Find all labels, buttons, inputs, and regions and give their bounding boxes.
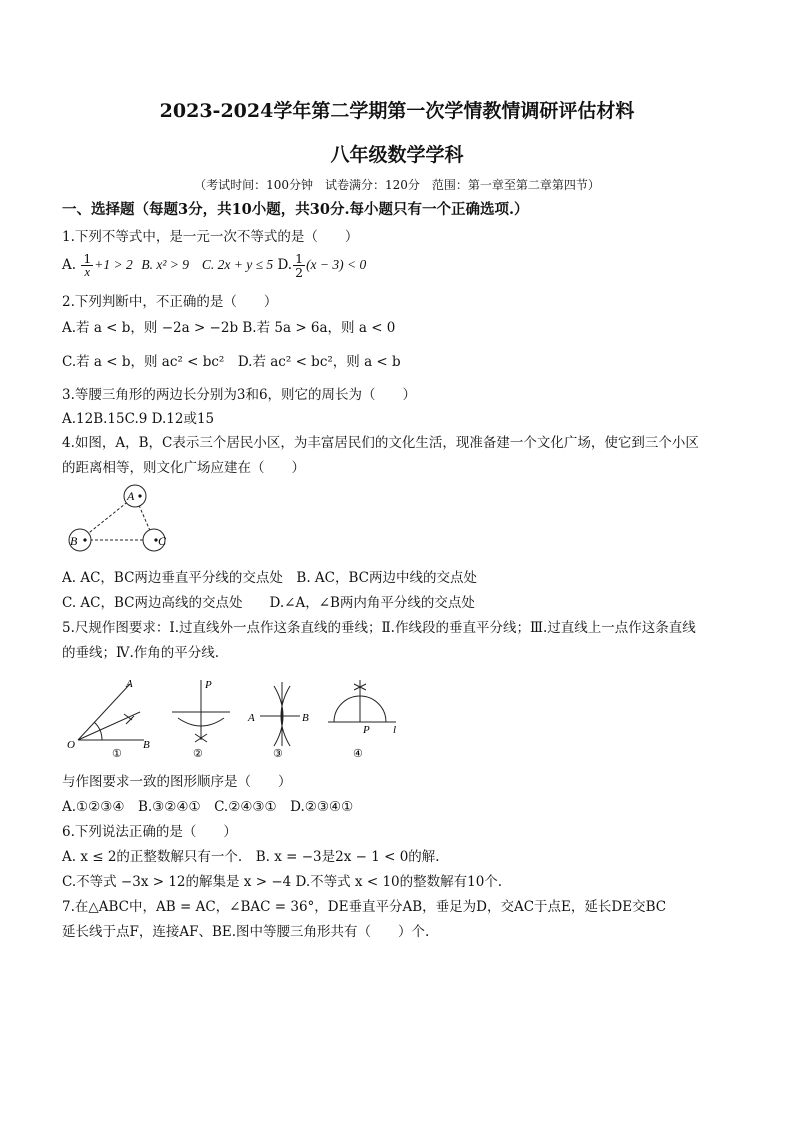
q4-options-ab: A. AC，BC两边垂直平分线的交点处 B. AC，BC两边中线的交点处 (62, 570, 477, 586)
q5-f3-number: ③ (273, 748, 283, 760)
q1-option-a-fraction (81, 252, 93, 279)
page-title: 2023-2024学年第二学期第一次学情教情调研评估材料 (159, 100, 635, 122)
q5-figure-1 (67, 678, 150, 760)
q6-stem: 6.下列说法正确的是（ ） (62, 824, 237, 840)
q5-figure-4 (328, 680, 396, 760)
q1-option-d-fraction (293, 252, 305, 279)
exam-info: （考试时间：100分钟 试卷满分：120分 范围：第一章至第二章第四节） (194, 178, 600, 192)
q5-f1-label-b: B (143, 739, 150, 751)
q4-stem-line1: 4.如图，A，B，C表示三个居民小区，为丰富居民们的文化生活，现准备建一个文化广场，使它到三个小区 (62, 435, 699, 451)
q2-options-cd: C.若 a < b，则 ac² < bc² D.若 ac² < bc²，则 a < b (62, 354, 401, 370)
q5-figures (60, 670, 420, 766)
q5-stem-line2: 的垂线；Ⅳ.作角的平分线. (62, 645, 220, 661)
q5-stem-line1: 5.尺规作图要求：Ⅰ.过直线外一点作这条直线的垂线；Ⅱ.作线段的垂直平分线；Ⅲ.过直线上一点作这条直线 (62, 620, 696, 636)
q1-option-b: B. x² > 9 (141, 257, 190, 272)
q1-a-denominator: x (84, 265, 91, 279)
q4-label-a: A (127, 489, 135, 503)
q2-stem: 2.下列判断中，不正确的是（ ） (62, 294, 278, 310)
q1-option-a-tail: +1 > 2 (94, 257, 133, 272)
q1-a-numerator: 1 (83, 250, 92, 266)
q5-figure-3 (247, 682, 309, 760)
q5-f2-label-p: P (205, 679, 212, 691)
q4-dot-b (83, 538, 86, 541)
q5-f1-label-a: A (126, 678, 133, 690)
q5-f1-number: ① (112, 748, 122, 760)
q2-options-ab: A.若 a < b，则 −2a > −2b B.若 5a > 6a，则 a < 0 (62, 320, 396, 336)
q1-d-denominator: 2 (295, 265, 304, 280)
q5-figure-2 (172, 679, 230, 760)
q6-options-ab: A. x ≤ 2的正整数解只有一个. B. x = −3是2x − 1 < 0的解. (62, 849, 440, 865)
q5-f3-label-a: A (248, 712, 255, 724)
q1-option-d-tail: (x − 3) < 0 (306, 257, 367, 272)
q1-option-c: C. 2x + y ≤ 5 (201, 257, 274, 272)
q5-question: 与作图要求一致的图形顺序是（ ） (62, 774, 292, 790)
q1-d-numerator: 1 (295, 250, 304, 266)
q5-f1-bisector (78, 712, 140, 740)
q4-label-c: C (158, 534, 167, 548)
q6-options-cd: C.不等式 −3x > 12的解集是 x > −4 D.不等式 x < 10的整数解有10个. (62, 874, 503, 890)
q3-options: A.12B.15C.9 D.12或15 (62, 411, 215, 427)
q5-f4-label-p: P (363, 724, 370, 736)
q7-line2: 延长线于点F，连接AF、BE.图中等腰三角形共有（ ）个. (62, 924, 430, 940)
q5-f1-label-o: O (67, 739, 75, 751)
q1-options (62, 250, 366, 280)
q1-stem: 1.下列不等式中，是一元一次不等式的是（ ） (62, 229, 359, 245)
q1-option-a-label: A. (62, 257, 77, 273)
q4-stem-line2: 的距离相等，则文化广场应建在（ ） (62, 460, 305, 476)
q7-line1: 7.在△ABC中，AB = AC，∠BAC = 36°，DE垂直平分AB，垂足为D，交AC于点E，延长DE交BC (62, 899, 667, 915)
q5-options: A.①②③④ B.③②④① C.②④③① D.②③④① (62, 799, 354, 815)
q5-f2-number: ② (193, 748, 203, 760)
q4-label-b: B (70, 534, 78, 548)
q5-f1-ray-oa (78, 684, 130, 740)
q5-f4-number: ④ (353, 748, 363, 760)
page-subtitle: 八年级数学学科 (330, 144, 464, 166)
q4-dot-a (138, 494, 141, 497)
section-heading: 一、选择题（每题3分，共10小题，共30分.每小题只有一个正确选项.） (62, 201, 529, 218)
q5-f3-label-b: B (302, 712, 309, 724)
q1-option-d-label: D. (277, 257, 293, 273)
q3-stem: 3.等腰三角形的两边长分别为3和6，则它的周长为（ ） (62, 387, 417, 403)
q4-options-cd: C. AC，BC两边高线的交点处 D.∠A，∠B两内角平分线的交点处 (62, 595, 475, 611)
q4-figure-triangle (60, 482, 190, 560)
q5-f4-label-l: l (393, 724, 397, 736)
